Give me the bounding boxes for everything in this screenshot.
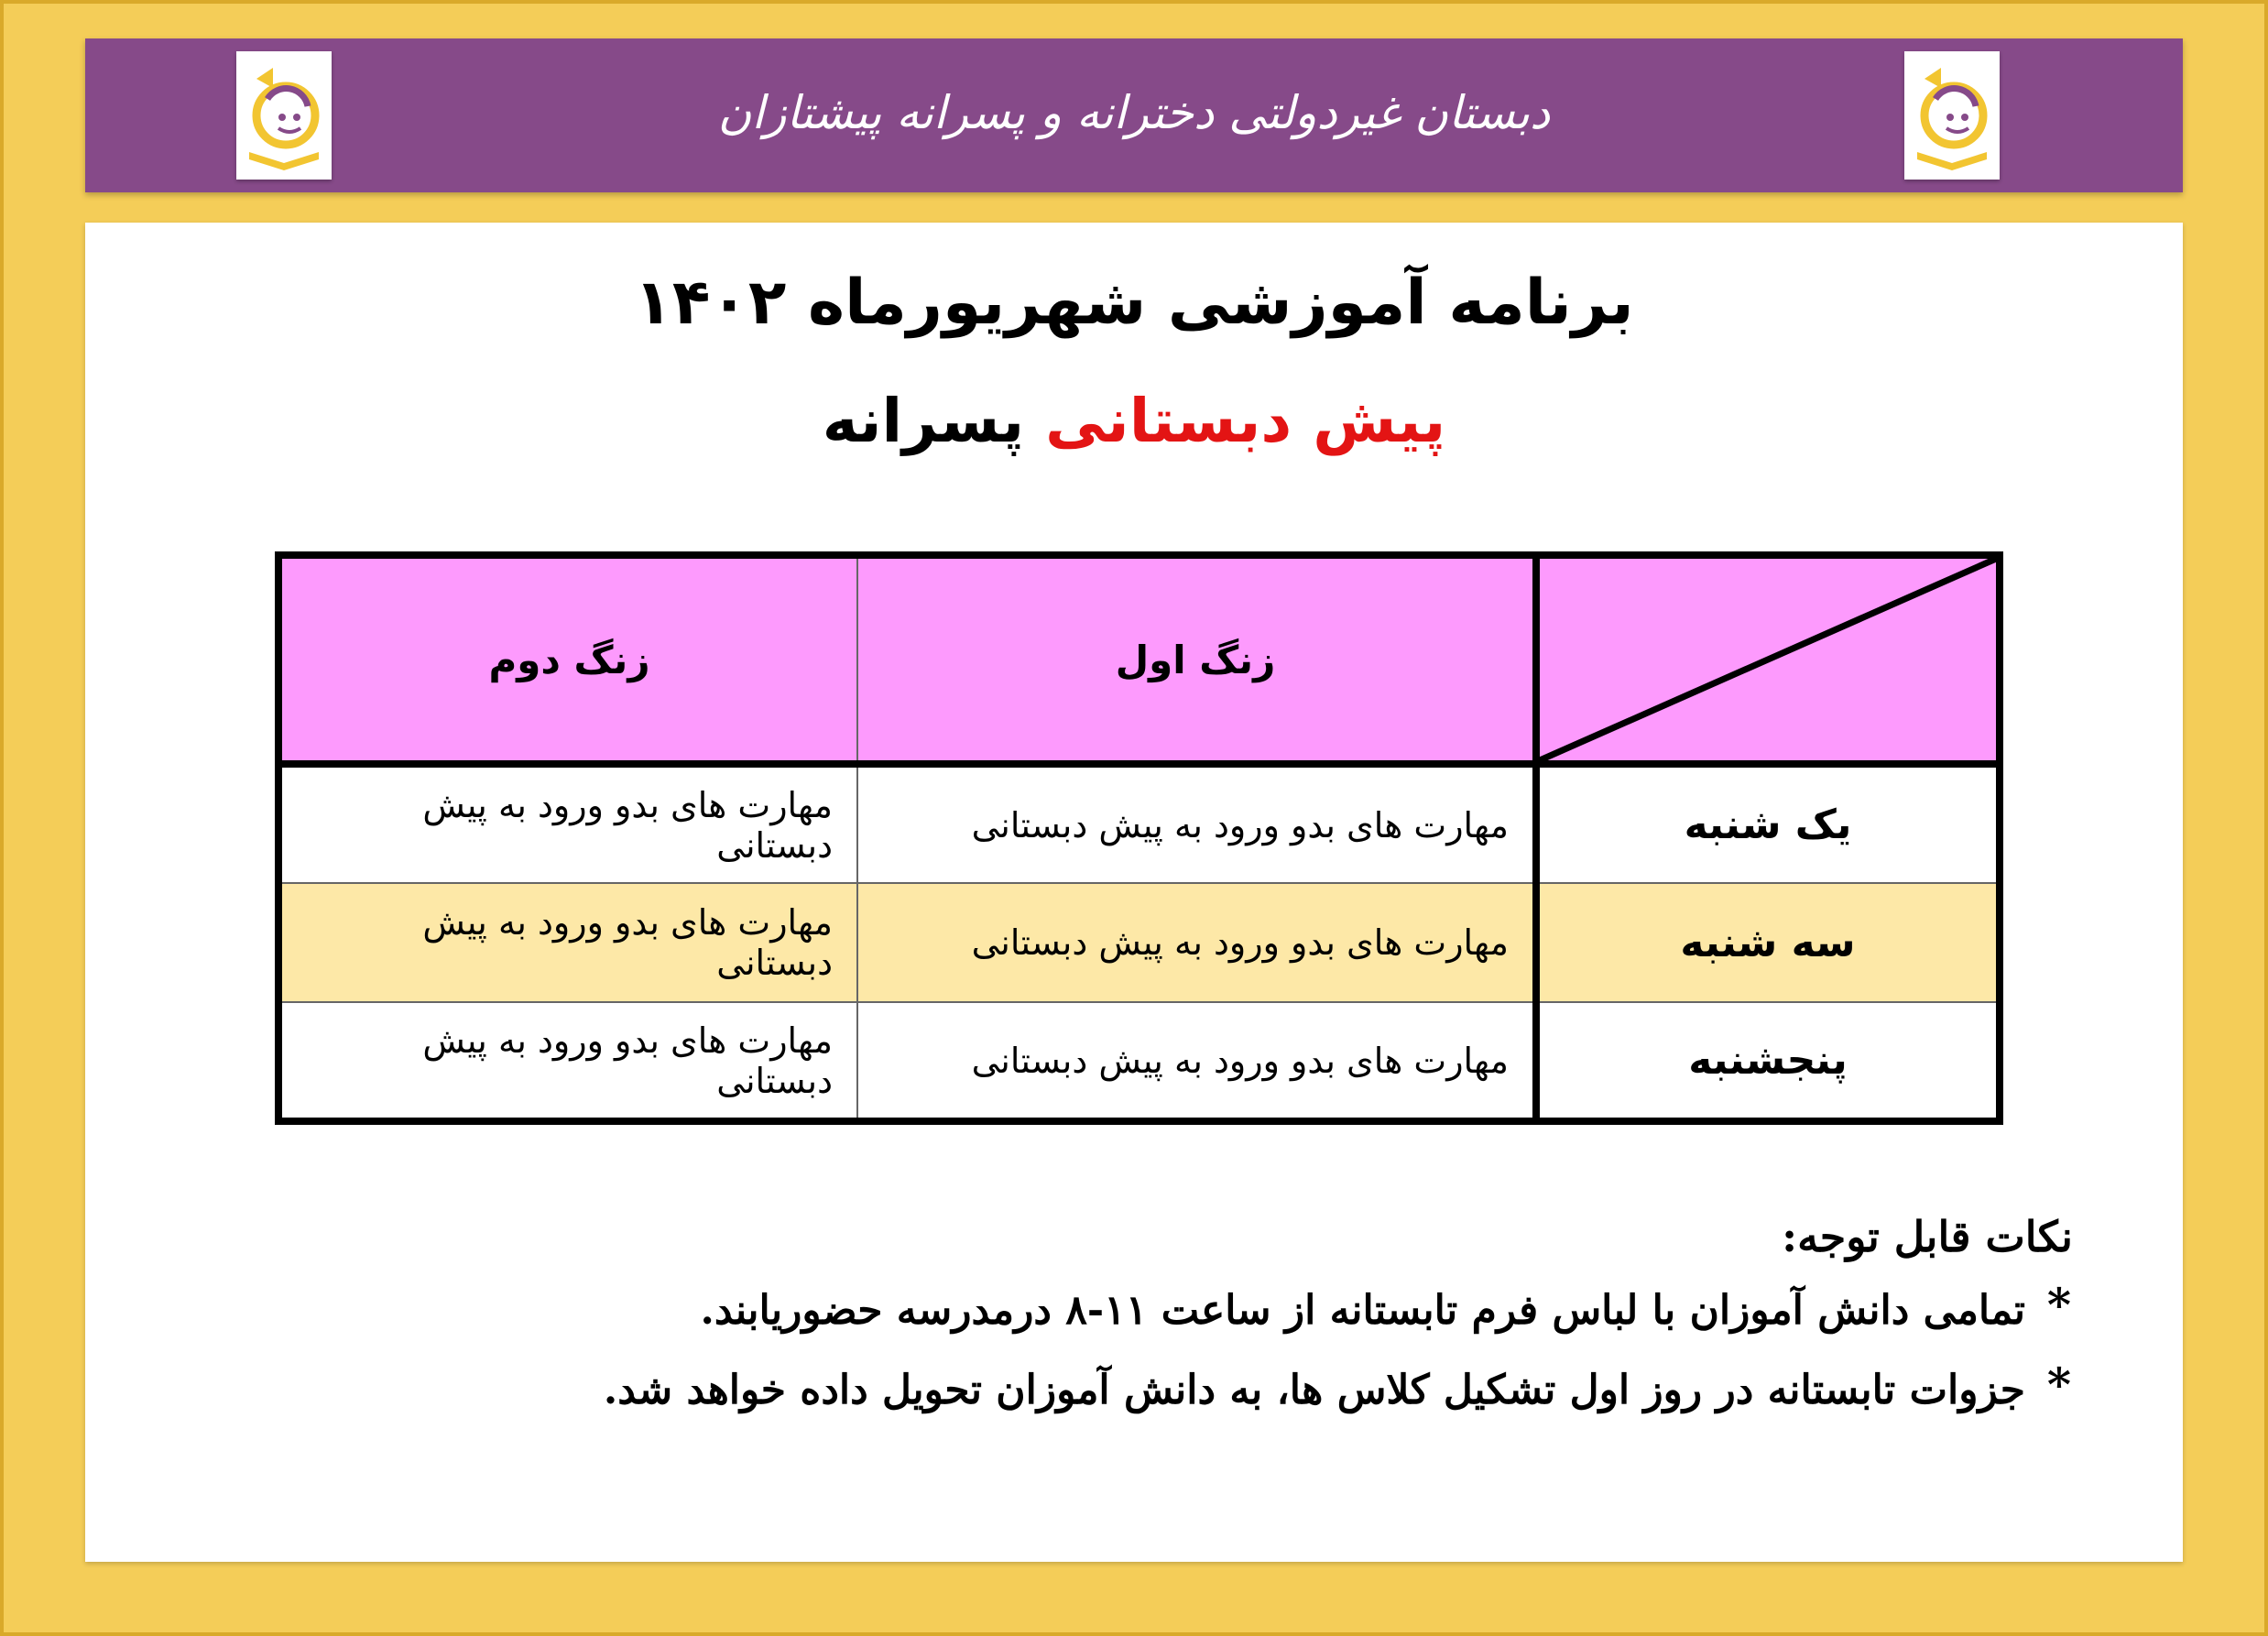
subtitle-highlight: پیش دبستانی [1045, 386, 1446, 456]
notes-section [604, 1212, 2073, 1446]
note-item [603, 1358, 2071, 1413]
note-item [604, 1278, 2071, 1334]
school-name: دبستان غیردولتی دخترانه و پسرانه پیشتازان [717, 86, 1551, 139]
second-bell-cell: مهارت های بدو ورود به پیش دبستانی [278, 883, 857, 1002]
table-header-row [278, 555, 2000, 764]
first-bell-cell: مهارت های بدو ورود به پیش دبستانی [857, 883, 1536, 1002]
second-bell-cell: مهارت های بدو ورود به پیش دبستانی [278, 1002, 857, 1121]
schedule-table [275, 551, 2003, 1125]
table-row [278, 764, 2000, 883]
header-banner [85, 38, 2183, 192]
note-text: جزوات تابستانه در روز اول تشکیل کلاس ها، به دانش آموزان تحویل داده خواهد شد. [603, 1367, 2025, 1413]
header-second-bell: زنگ دوم [278, 555, 857, 764]
bullet-star: * [2046, 1278, 2071, 1332]
header-first-bell: زنگ اول [857, 555, 1536, 764]
day-cell: سه شنبه [1536, 883, 2000, 1002]
corner-cell [1536, 555, 2000, 764]
day-cell: پنجشنبه [1536, 1002, 2000, 1121]
table-row [278, 1002, 2000, 1121]
table-row [278, 883, 2000, 1002]
day-cell: یک شنبه [1536, 764, 2000, 883]
second-bell-cell: مهارت های بدو ورود به پیش دبستانی [278, 764, 857, 883]
note-text: تمامی دانش آموزان با لباس فرم تابستانه از ساعت ۱۱-۸ درمدرسه حضوریابند. [700, 1287, 2025, 1334]
subtitle-rest: پسرانه [822, 386, 1025, 456]
first-bell-cell: مهارت های بدو ورود به پیش دبستانی [857, 1002, 1536, 1121]
page-title: برنامه آموزشی شهریورماه ۱۴۰۲ [634, 267, 1634, 339]
bullet-star: * [2046, 1358, 2071, 1412]
diagonal-divider [1540, 559, 1996, 760]
school-logo-icon [1904, 51, 2000, 180]
first-bell-cell: مهارت های بدو ورود به پیش دبستانی [857, 764, 1536, 883]
content-panel [85, 223, 2183, 1562]
page-subtitle [85, 386, 2183, 456]
notes-heading: نکات قابل توجه: [1782, 1212, 2073, 1261]
